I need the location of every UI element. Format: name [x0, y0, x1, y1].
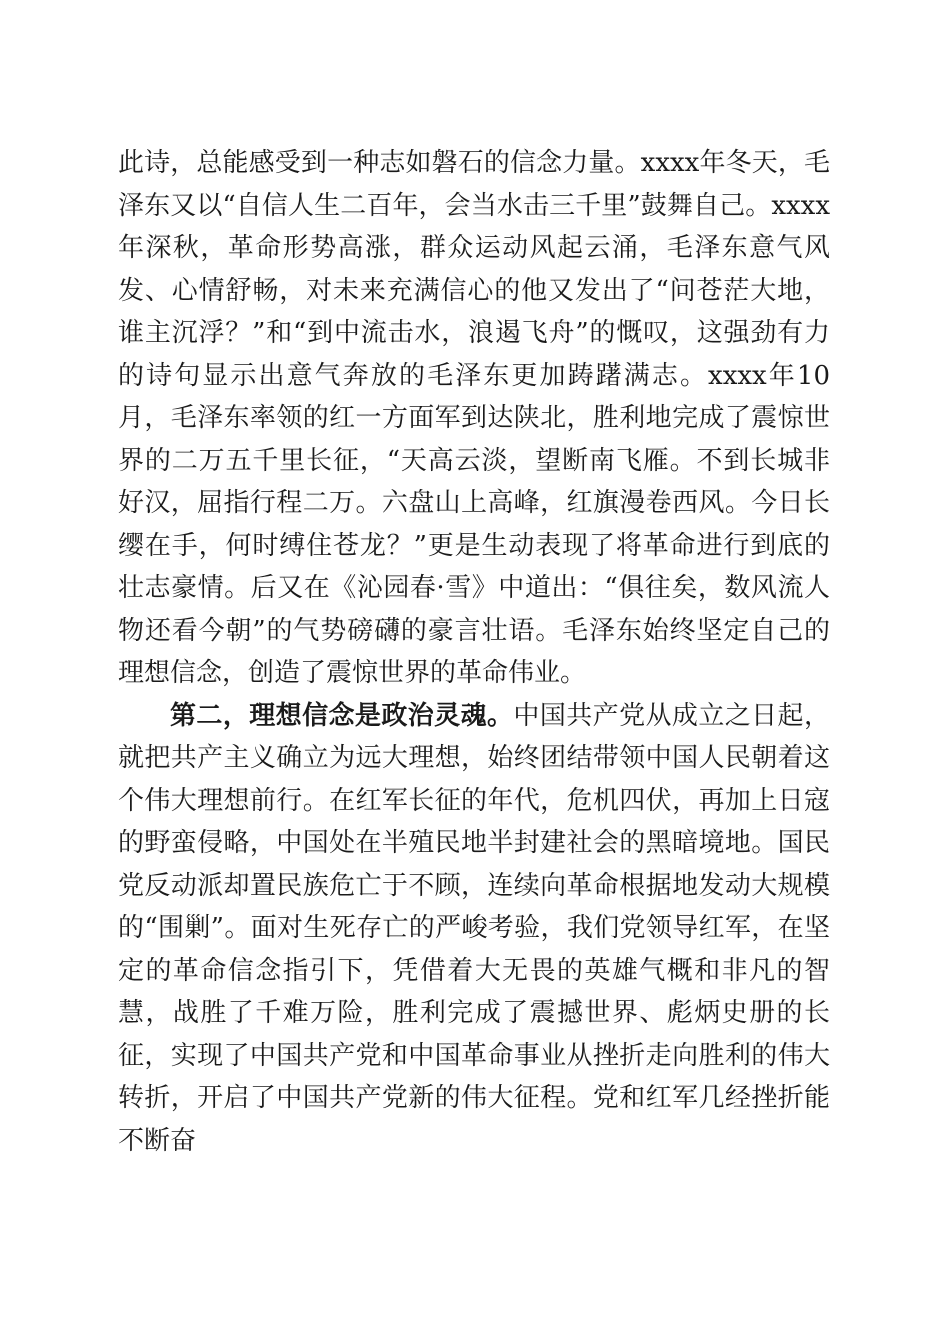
body-text — [118, 142, 830, 1162]
paragraph-continuation: 此诗，总能感受到一种志如磐石的信念力量。xxxx年冬天，毛泽东又以“自信人生二百年，会当水击三千里”鼓舞自己。xxxx年深秋，革命形势高涨，群众运动风起云涌，毛泽东意气风发、心情舒畅，对未来充满信心的他又发出了“问苍茫大地，谁主沉浮？”和“到中流击水，浪遏飞舟”的慨叹，这强劲有力的诗句显示出意气奔放的毛泽东更加踌躇满志。xxxx年10月，毛泽东率领的红一方面军到达陕北，胜利地完成了震惊世界的二万五千里长征，“天高云淡，望断南飞雁。不到长城非好汉，屈指行程二万。六盘山上高峰，红旗漫卷西风。今日长缨在手，何时缚住苍龙？”更是生动表现了将革命进行到底的壮志豪情。后又在《沁园春·雪》中道出：“俱往矣，数风流人物还看今朝”的气势磅礴的豪言壮语。毛泽东始终坚定自己的理想信念，创造了震惊世界的革命伟业。 — [118, 148, 830, 688]
section-heading: 第二，理想信念是政治灵魂。 — [170, 700, 514, 731]
section-body: 中国共产党从成立之日起，就把共产主义确立为远大理想，始终团结带领中国人民朝着这个伟大理想前行。在红军长征的年代，危机四伏，再加上日寇的野蛮侵略，中国处在半殖民地半封建社会的黑暗境地。国民党反动派却置民族危亡于不顾，连续向革命根据地发动大规模的“围剿”。面对生死存亡的严峻考验，我们党领导红军，在坚定的革命信念指引下，凭借着大无畏的英雄气概和非凡的智慧，战胜了千难万险，胜利完成了震撼世界、彪炳史册的长征，实现了中国共产党和中国革命事业从挫折走向胜利的伟大转折，开启了中国共产党新的伟大征程。党和红军几经挫折能不断奋 — [118, 700, 830, 1156]
paragraph-second-point — [118, 695, 830, 1163]
